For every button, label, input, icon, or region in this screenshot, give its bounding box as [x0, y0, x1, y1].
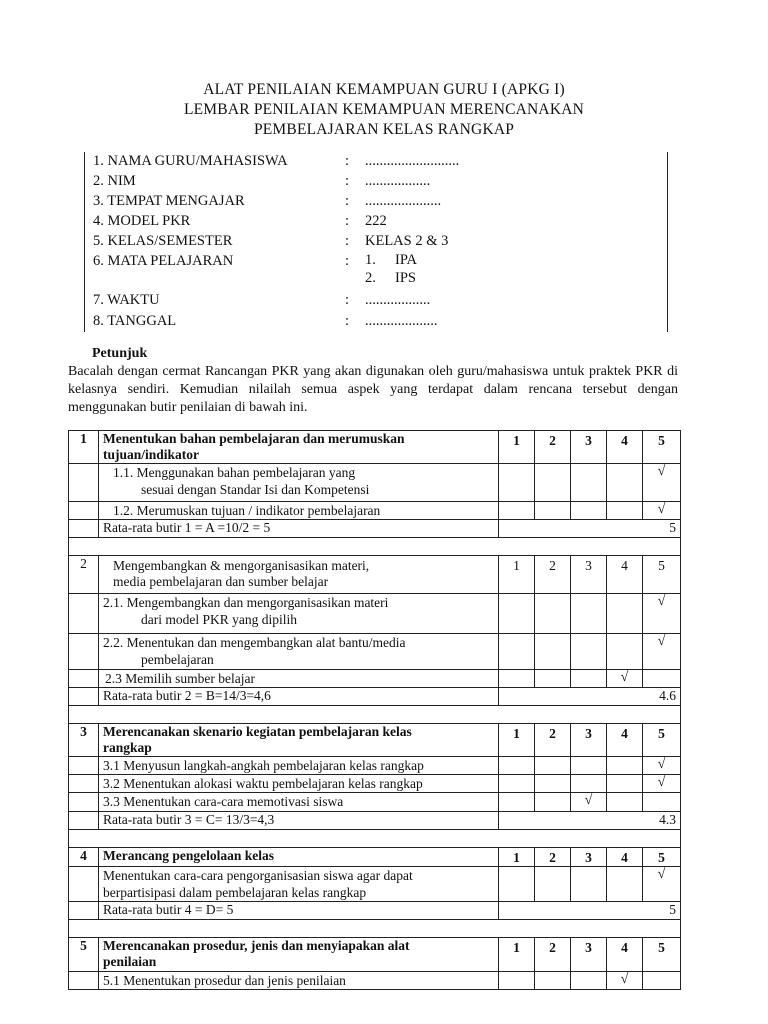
blank-cell	[69, 520, 99, 538]
instructions-text: Bacalah dengan cermat Rancangan PKR yang akan digunakan oleh guru/mahasiswa untuk praktek PKR di kelasnya sendiri. Kemudian nilailah semua aspek yang terdapat dalam rencana tersebut dengan menggunakan butir penilaian di bawah ini.	[68, 364, 678, 415]
score-cell-5[interactable]	[643, 972, 681, 990]
criteria-row	[69, 594, 681, 634]
score-label: 3	[585, 940, 592, 955]
criteria-line-1: Menentukan cara-cara pengorganisasian siswa agar dapat	[103, 868, 413, 883]
criteria-line-1: 2.3 Memilih sumber belajar	[105, 671, 255, 686]
spacer-cell	[69, 706, 681, 724]
score-header-2	[535, 556, 571, 594]
score-label: 5	[658, 726, 665, 741]
average-value	[499, 902, 681, 920]
score-cell-2[interactable]	[535, 594, 571, 634]
score-cell-2[interactable]	[535, 464, 571, 502]
tempat-value: .....................	[365, 193, 442, 209]
blank-cell	[69, 688, 99, 706]
score-header-1	[499, 938, 535, 972]
score-header-4	[607, 431, 643, 464]
section-number-text: 1	[80, 431, 87, 446]
score-cell-4[interactable]	[607, 972, 643, 990]
score-label: 4	[621, 433, 628, 448]
score-cell-2[interactable]	[535, 757, 571, 775]
score-label: 2	[549, 850, 556, 865]
score-cell-5[interactable]	[643, 464, 681, 502]
criteria-text	[99, 594, 499, 634]
score-label: 2	[549, 558, 556, 573]
criteria-row	[69, 972, 681, 990]
section-title-line-1: Menentukan bahan pembelajaran dan merumuskan	[103, 431, 405, 446]
score-label: 2	[549, 726, 556, 741]
colon: :	[345, 173, 350, 189]
spacer-cell	[69, 830, 681, 848]
checkmark-icon: √	[584, 793, 593, 808]
score-label: 5	[658, 940, 665, 955]
criteria-line-1: 3.2 Menentukan alokasi waktu pembelajaran kelas rangkap	[103, 776, 423, 791]
score-header-5	[643, 848, 681, 867]
blank-cell	[69, 902, 99, 920]
criteria-line-1: 5.1 Menentukan prosedur dan jenis penilaian	[103, 973, 346, 988]
score-cell-1[interactable]	[499, 972, 535, 990]
score-cell-3[interactable]	[571, 502, 607, 520]
title-line-1: ALAT PENILAIAN KEMAMPUAN GURU I (APKG I)	[203, 81, 565, 98]
score-cell-4[interactable]	[607, 757, 643, 775]
score-header-4	[607, 848, 643, 867]
average-row	[69, 812, 681, 830]
score-label: 3	[585, 850, 592, 865]
section-number	[69, 724, 99, 757]
average-label-text: Rata-rata butir 4 = D= 5	[103, 902, 234, 917]
spacer-cell	[69, 920, 681, 938]
score-cell-1[interactable]	[499, 867, 535, 902]
colon: :	[345, 292, 350, 308]
nama-label: 1. NAMA GURU/MAHASISWA	[93, 153, 288, 169]
average-label-text: Rata-rata butir 2 = B=14/3=4,6	[103, 688, 271, 703]
identity-box	[84, 152, 668, 332]
checkmark-icon: √	[657, 757, 666, 772]
colon: :	[345, 233, 350, 249]
score-cell-1[interactable]	[499, 793, 535, 812]
section-title-line-1: Merencanakan prosedur, jenis dan menyiapakan alat	[103, 938, 410, 953]
score-cell-2[interactable]	[535, 634, 571, 670]
score-cell-1[interactable]	[499, 502, 535, 520]
score-label: 1	[513, 726, 520, 741]
average-row	[69, 520, 681, 538]
checkmark-icon: √	[657, 594, 666, 609]
blank-cell	[69, 464, 99, 502]
average-value-text: 4.6	[659, 688, 676, 703]
waktu-label: 7. WAKTU	[93, 292, 160, 308]
section-number	[69, 938, 99, 972]
checkmark-icon: √	[657, 502, 666, 517]
score-header-5	[643, 431, 681, 464]
score-cell-5[interactable]	[643, 670, 681, 688]
checkmark-icon: √	[657, 634, 666, 649]
average-value	[499, 520, 681, 538]
checkmark-icon: √	[620, 972, 629, 987]
score-label: 1	[513, 940, 520, 955]
score-label: 5	[658, 850, 665, 865]
score-header-1	[499, 724, 535, 757]
score-header-1	[499, 556, 535, 594]
criteria-text	[99, 670, 499, 688]
score-cell-2[interactable]	[535, 867, 571, 902]
colon: :	[345, 313, 350, 329]
score-cell-5[interactable]	[643, 793, 681, 812]
blank-cell	[69, 670, 99, 688]
document-title	[0, 80, 768, 140]
section-number-text: 2	[80, 556, 87, 571]
section-title-line-2: rangkap	[103, 740, 152, 755]
blank-cell	[69, 812, 99, 830]
score-cell-1[interactable]	[499, 594, 535, 634]
section-header-row	[69, 938, 681, 972]
section-title-line-1: Mengembangkan & mengorganisasikan materi,	[113, 558, 370, 573]
criteria-row	[69, 793, 681, 812]
score-header-4	[607, 724, 643, 757]
colon: :	[345, 213, 350, 229]
checkmark-icon: √	[620, 670, 629, 685]
score-label: 2	[549, 940, 556, 955]
score-label: 3	[585, 558, 592, 573]
score-cell-1[interactable]	[499, 464, 535, 502]
score-header-3	[571, 848, 607, 867]
criteria-line-1: 1.1. Menggunakan bahan pembelajaran yang	[113, 465, 356, 480]
section-number	[69, 556, 99, 594]
score-cell-4[interactable]	[607, 867, 643, 902]
score-cell-4[interactable]	[607, 670, 643, 688]
score-label: 4	[621, 940, 628, 955]
score-cell-5[interactable]	[643, 775, 681, 793]
score-cell-5[interactable]	[643, 634, 681, 670]
criteria-text	[99, 867, 499, 902]
criteria-line-1: 2.1. Mengembangkan dan mengorganisasikan materi	[103, 595, 389, 610]
section-header-row	[69, 431, 681, 464]
criteria-line-2: sesuai dengan Standar Isi dan Kompetensi	[141, 482, 370, 497]
checkmark-icon: √	[657, 464, 666, 479]
score-label: 1	[513, 433, 520, 448]
mapel-item-2: IPS	[395, 270, 416, 286]
section-number-text: 3	[80, 724, 87, 739]
kelas-label: 5. KELAS/SEMESTER	[93, 233, 233, 249]
title-line-3: PEMBELAJARAN KELAS RANGKAP	[253, 121, 515, 138]
section-number	[69, 431, 99, 464]
tanggal-label: 8. TANGGAL	[93, 313, 177, 329]
section-title-line-2: media pembelajaran dan sumber belajar	[113, 574, 329, 589]
score-cell-3[interactable]	[571, 670, 607, 688]
average-row	[69, 902, 681, 920]
blank-cell	[69, 793, 99, 812]
criteria-line-2: berpartisipasi dalam pembelajaran kelas rangkap	[103, 885, 367, 900]
criteria-row	[69, 775, 681, 793]
criteria-row	[69, 867, 681, 902]
average-value-text: 5	[669, 520, 676, 535]
nim-value: ..................	[365, 173, 431, 189]
score-header-5	[643, 938, 681, 972]
blank-cell	[69, 502, 99, 520]
score-header-3	[571, 938, 607, 972]
criteria-row	[69, 634, 681, 670]
score-cell-2[interactable]	[535, 775, 571, 793]
section-title-line-1: Merancang pengelolaan kelas	[103, 848, 274, 863]
checkmark-icon: √	[657, 775, 666, 790]
section-header-row	[69, 848, 681, 867]
average-label	[99, 688, 499, 706]
score-header-2	[535, 431, 571, 464]
score-cell-2[interactable]	[535, 793, 571, 812]
score-label: 2	[549, 433, 556, 448]
tempat-label: 3. TEMPAT MENGAJAR	[93, 193, 245, 209]
score-label: 3	[585, 726, 592, 741]
score-header-1	[499, 848, 535, 867]
score-label: 5	[658, 433, 665, 448]
average-value	[499, 688, 681, 706]
checkmark-icon: √	[657, 867, 666, 882]
score-header-5	[643, 724, 681, 757]
score-cell-1[interactable]	[499, 775, 535, 793]
average-label-text: Rata-rata butir 3 = C= 13/3=4,3	[103, 812, 275, 827]
section-number-text: 4	[80, 848, 87, 863]
average-label	[99, 812, 499, 830]
colon: :	[345, 253, 350, 269]
blank-cell	[69, 634, 99, 670]
spacer-cell	[69, 538, 681, 556]
spacer-row	[69, 538, 681, 556]
criteria-line-1: 2.2. Menentukan dan mengembangkan alat bantu/media	[103, 635, 406, 650]
score-header-3	[571, 724, 607, 757]
criteria-text	[99, 502, 499, 520]
criteria-line-1: 3.3 Menentukan cara-cara memotivasi siswa	[103, 794, 344, 809]
score-cell-3[interactable]	[571, 594, 607, 634]
score-label: 5	[658, 558, 665, 573]
score-label: 4	[621, 558, 628, 573]
title-line-2: LEMBAR PENILAIAN KEMAMPUAN MERENCANAKAN	[183, 101, 585, 118]
score-header-5	[643, 556, 681, 594]
score-cell-4[interactable]	[607, 793, 643, 812]
score-cell-3[interactable]	[571, 757, 607, 775]
section-title-line-2: penilaian	[103, 954, 157, 969]
spacer-row	[69, 706, 681, 724]
mapel-item-2-num: 2.	[365, 270, 376, 286]
colon: :	[345, 193, 350, 209]
average-value	[499, 812, 681, 830]
average-row	[69, 688, 681, 706]
criteria-line-2: pembelajaran	[141, 652, 214, 667]
section-title	[99, 556, 499, 594]
average-label	[99, 520, 499, 538]
score-cell-3[interactable]	[571, 634, 607, 670]
criteria-row	[69, 670, 681, 688]
average-label-text: Rata-rata butir 1 = A =10/2 = 5	[103, 520, 271, 535]
score-cell-5[interactable]	[643, 757, 681, 775]
score-cell-2[interactable]	[535, 972, 571, 990]
model-label: 4. MODEL PKR	[93, 213, 191, 229]
criteria-row	[69, 757, 681, 775]
spacer-row	[69, 830, 681, 848]
score-label: 4	[621, 850, 628, 865]
section-number-text: 5	[80, 938, 87, 953]
score-header-4	[607, 556, 643, 594]
score-cell-4[interactable]	[607, 775, 643, 793]
criteria-line-1: 3.1 Menyusun langkah-angkah pembelajaran kelas rangkap	[103, 758, 424, 773]
blank-cell	[69, 775, 99, 793]
score-header-3	[571, 556, 607, 594]
instructions-heading: Petunjuk	[92, 346, 148, 361]
score-cell-4[interactable]	[607, 502, 643, 520]
score-cell-1[interactable]	[499, 757, 535, 775]
score-cell-3[interactable]	[571, 464, 607, 502]
score-cell-4[interactable]	[607, 464, 643, 502]
average-value-text: 5	[669, 902, 676, 917]
score-cell-4[interactable]	[607, 594, 643, 634]
criteria-text	[99, 972, 499, 990]
average-value-text: 4.3	[659, 812, 676, 827]
section-header-row	[69, 556, 681, 594]
criteria-text	[99, 793, 499, 812]
average-label	[99, 902, 499, 920]
nim-label: 2. NIM	[93, 173, 136, 189]
assessment-table	[68, 430, 681, 990]
criteria-row	[69, 502, 681, 520]
criteria-line-2: dari model PKR yang dipilih	[141, 612, 297, 627]
section-title	[99, 431, 499, 464]
blank-cell	[69, 972, 99, 990]
criteria-text	[99, 775, 499, 793]
colon: :	[345, 153, 350, 169]
criteria-text	[99, 757, 499, 775]
spacer-row	[69, 920, 681, 938]
score-header-1	[499, 431, 535, 464]
kelas-value: KELAS 2 & 3	[365, 233, 449, 249]
model-value: 222	[365, 213, 387, 229]
mapel-item-1: IPA	[395, 252, 418, 268]
score-header-3	[571, 431, 607, 464]
section-title-line-2: tujuan/indikator	[103, 447, 200, 462]
blank-cell	[69, 594, 99, 634]
score-cell-1[interactable]	[499, 670, 535, 688]
score-label: 4	[621, 726, 628, 741]
mapel-item-1-num: 1.	[365, 252, 376, 268]
score-cell-3[interactable]	[571, 867, 607, 902]
score-cell-5[interactable]	[643, 502, 681, 520]
score-cell-4[interactable]	[607, 634, 643, 670]
nama-value: ..........................	[365, 153, 460, 169]
tanggal-value: ....................	[365, 313, 438, 329]
blank-cell	[69, 867, 99, 902]
section-title	[99, 724, 499, 757]
score-cell-5[interactable]	[643, 594, 681, 634]
criteria-line-1: 1.2. Merumuskan tujuan / indikator pembelajaran	[113, 503, 381, 518]
mapel-label: 6. MATA PELAJARAN	[93, 253, 234, 269]
score-cell-1[interactable]	[499, 634, 535, 670]
score-cell-2[interactable]	[535, 670, 571, 688]
score-cell-3[interactable]	[571, 775, 607, 793]
score-label: 1	[513, 850, 520, 865]
score-header-2	[535, 848, 571, 867]
score-label: 3	[585, 433, 592, 448]
score-cell-3[interactable]	[571, 972, 607, 990]
score-cell-2[interactable]	[535, 502, 571, 520]
section-number	[69, 848, 99, 867]
waktu-value: ..................	[365, 292, 431, 308]
score-cell-3[interactable]	[571, 793, 607, 812]
score-label: 1	[513, 558, 520, 573]
score-header-4	[607, 938, 643, 972]
criteria-text	[99, 464, 499, 502]
criteria-text	[99, 634, 499, 670]
section-title	[99, 938, 499, 972]
score-header-2	[535, 724, 571, 757]
section-header-row	[69, 724, 681, 757]
score-cell-5[interactable]	[643, 867, 681, 902]
section-title-line-1: Merencanakan skenario kegiatan pembelajaran kelas	[103, 724, 412, 739]
section-title	[99, 848, 499, 867]
blank-cell	[69, 757, 99, 775]
score-header-2	[535, 938, 571, 972]
criteria-row	[69, 464, 681, 502]
